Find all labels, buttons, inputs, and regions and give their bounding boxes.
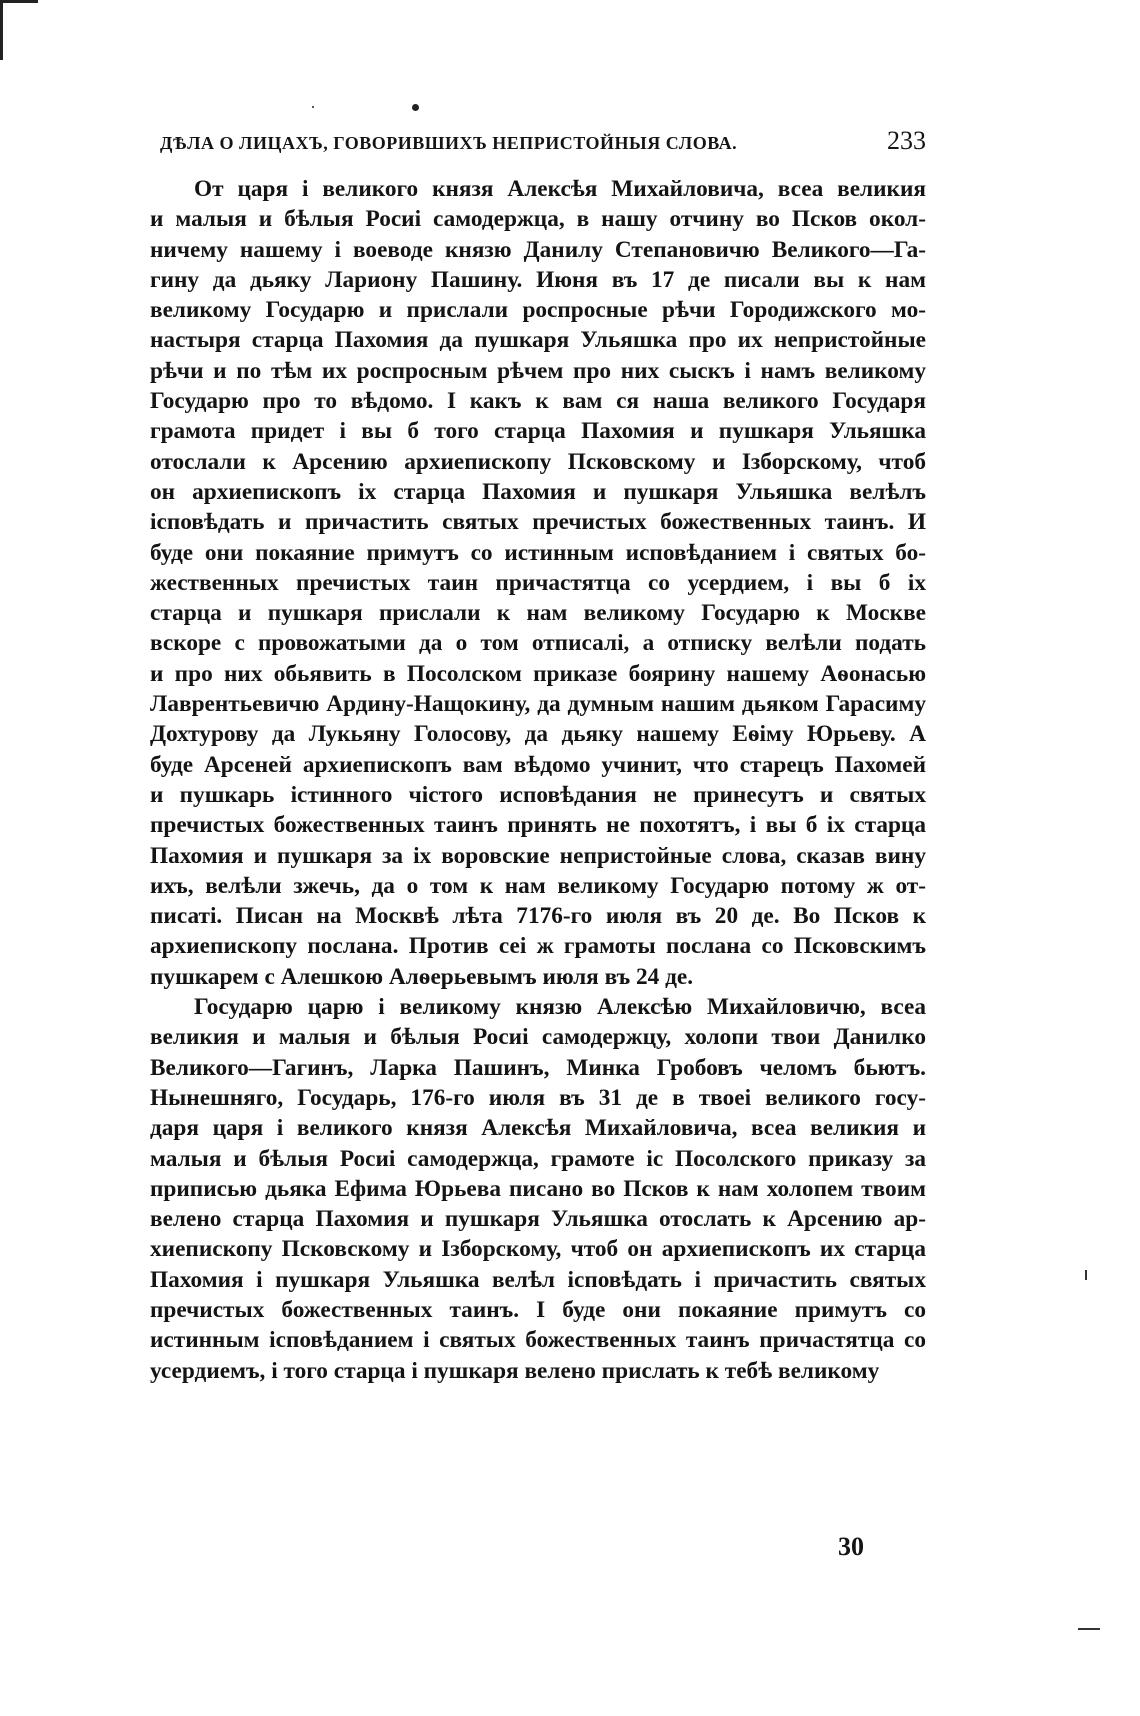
text-line: хиепископу Псковскому и Ізборскому, чтоб он архиепископъ их старца: [150, 1236, 926, 1263]
text-line: Государю царю і великому князю Алексѣю Михайловичю, всеа: [194, 994, 926, 1021]
text-line: пушкарем с Алешкою Алѳерьевымъ июля въ 24 де.: [150, 963, 694, 990]
text-line: и пушкарь істинного чістого исповѣдания не принесутъ и святых: [150, 781, 926, 808]
scan-speck: [312, 106, 314, 108]
text-line: гину да дьяку Лариону Пашину. Июня въ 17 де писали вы к нам: [150, 266, 926, 293]
page-number: 233: [887, 126, 926, 155]
text-line: старца и пушкаря прислали к нам великому Государю к Москве: [150, 600, 926, 627]
paragraph-2: [150, 992, 926, 1386]
scan-speck: [412, 104, 419, 111]
scan-edge-dash: [1078, 1628, 1100, 1630]
text-line: ихъ, велѣли зжечь, да о том к нам великому Государю потому ж от-: [150, 872, 926, 899]
scan-corner-mark-horizontal: [0, 0, 38, 3]
text-line: великия и малыя и бѣлыя Росиі самодержцу, холопи твои Данилко: [150, 1024, 926, 1051]
signature-mark: 30: [838, 1532, 864, 1561]
body-text: [150, 174, 926, 1386]
running-head: [150, 118, 926, 174]
text-line: даря царя і великого князя Алексѣя Михайловича, всеа великия и: [150, 1115, 926, 1142]
text-line: и малыя и бѣлыя Росиі самодержца, в нашу отчину во Псков окол-: [150, 206, 926, 233]
text-line: Пахомия и пушкаря за іх воровские непристойные слова, сказав вину: [150, 842, 926, 869]
text-line: он архиепископъ іх старца Пахомия и пушкаря Ульяшка велѣлъ: [150, 478, 926, 505]
text-line: Дохтурову да Лукьяну Голосову, да дьяку нашему Еѳіму Юрьеву. А: [150, 721, 926, 748]
paragraph-1: [150, 174, 926, 992]
running-title: ДѢЛА О ЛИЦАХЪ, ГОВОРИВШИХЪ НЕПРИСТОЙНЫЯ СЛОВА.: [160, 133, 738, 153]
text-line: отослали к Арсению архиепископу Псковскому и Ізборскому, чтоб: [150, 448, 926, 475]
text-line: жественных пречистых таин причастятца со усердием, і вы б іх: [150, 569, 926, 596]
text-line: Лаврентьевичю Ардину-Нащокину, да думным нашим дьяком Гарасиму: [150, 691, 926, 718]
text-line: буде они покаяние примутъ со истинным исповѣданием і святых бо-: [150, 539, 926, 566]
text-line: и про них обьявить в Посолском приказе боярину нашему Аѳонасью: [150, 660, 926, 687]
scan-corner-mark-vertical: [0, 0, 3, 60]
text-line: истинным ісповѣданием і святых божественных таинъ причастятца со: [150, 1327, 926, 1354]
text-line: пречистых божественных таинъ. І буде они покаяние примутъ со: [150, 1296, 926, 1323]
text-line: велено старца Пахомия и пушкаря Ульяшка отослать к Арсению ар-: [150, 1206, 926, 1233]
text-line: усердиемъ, і того старца і пушкаря велено прислать к тебѣ великому: [150, 1357, 880, 1384]
text-line: ісповѣдать и причастить святых пречистых божественных таинъ. И: [150, 509, 926, 536]
text-line: От царя і великого князя Алексѣя Михайловича, всеа великия: [194, 176, 926, 202]
text-line: грамота придет і вы б того старца Пахомия и пушкаря Ульяшка: [150, 418, 926, 445]
text-line: Пахомия і пушкаря Ульяшка велѣл ісповѣдать і причастить святых: [150, 1266, 926, 1293]
text-line: архиепископу послана. Против сеі ж грамоты послана со Псковскимъ: [150, 933, 926, 960]
text-line: писаті. Писан на Москвѣ лѣта 7176-го июля въ 20 де. Во Псков к: [150, 903, 926, 930]
text-line: рѣчи и по тѣм их роспросным рѣчем про них сыскъ і намъ великому: [150, 357, 926, 384]
scan-edge-dash: [1085, 1270, 1087, 1280]
text-line: вскоре с провожатыми да о том отписалі, а отписку велѣли подать: [150, 630, 926, 657]
text-line: пречистых божественных таинъ принять не похотятъ, і вы б іх старца: [150, 812, 926, 839]
text-line: малыя и бѣлыя Росиі самодержца, грамоте іс Посолского приказу за: [150, 1145, 926, 1172]
text-line: настыря старца Пахомия да пушкаря Ульяшка про их непристойные: [150, 327, 926, 354]
text-line: приписью дьяка Ефима Юрьева писано во Псков к нам холопем твоим: [150, 1175, 926, 1202]
text-line: буде Арсеней архиепископъ вам вѣдомо учинит, что старецъ Пахомей: [150, 751, 926, 778]
text-line: Государю про то вѣдомо. І какъ к вам ся наша великого Государя: [150, 388, 926, 415]
text-line: ничему нашему і воеводе князю Данилу Степановичю Великого—Га-: [150, 236, 926, 263]
text-line: Нынешняго, Государь, 176-го июля въ 31 де в твоеі великого госу-: [150, 1084, 926, 1111]
text-line: Великого—Гагинъ, Ларка Пашинъ, Минка Гробовъ челомъ бьютъ.: [150, 1054, 926, 1081]
book-page: [150, 118, 926, 1386]
text-line: великому Государю и прислали роспросные рѣчи Городижского мо-: [150, 297, 926, 324]
